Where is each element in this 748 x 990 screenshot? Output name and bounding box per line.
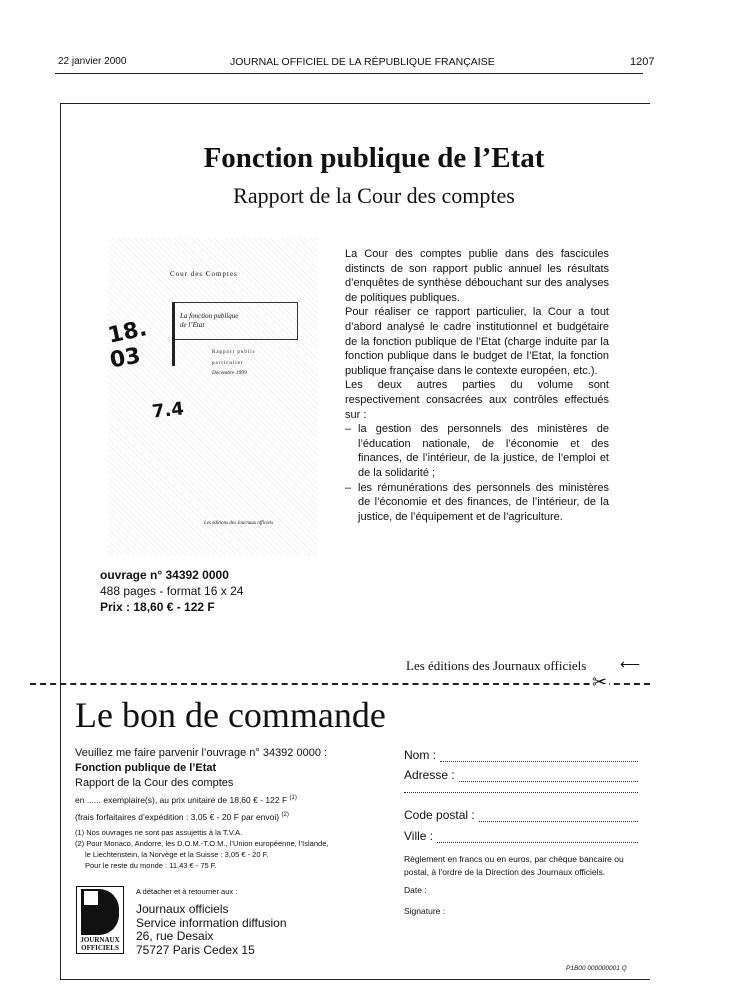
cover-particulier-label: particulier bbox=[212, 361, 244, 366]
logo-j-shape bbox=[81, 889, 119, 935]
payment-terms: Règlement en francs ou en euros, par chèque bancaire ou postal, à l’ordre de la Direction des Journaux officiels. bbox=[404, 854, 624, 877]
order-form-title: Le bon de commande bbox=[75, 695, 386, 735]
header-date: 22 janvier 2000 bbox=[58, 56, 127, 67]
reference-code: P1B00 000000001 Q bbox=[566, 965, 627, 972]
order-line: Rapport de la Cour des comptes bbox=[75, 777, 234, 789]
ouvrage-pages: 488 pages - format 16 x 24 bbox=[100, 584, 244, 598]
header-rule bbox=[55, 73, 643, 74]
header-page-number: 1207 bbox=[630, 56, 655, 68]
ouvrage-price: Prix : 18,60 € - 122 F bbox=[100, 600, 215, 614]
date-label: Date : bbox=[404, 885, 427, 895]
footnote-ref: (2) bbox=[281, 811, 289, 818]
address-line: 75727 Paris Cedex 15 bbox=[136, 943, 255, 958]
list-item: – les rémunérations des personnels des ministères de l’économie et des finances, de l’intérieur, de la justice, de l’équipement et de l’agriculture. bbox=[345, 481, 609, 525]
handwriting-1: 18. bbox=[105, 316, 150, 349]
cover-cour-label: Cour des Comptes bbox=[170, 270, 238, 278]
order-line: Veuillez me faire parvenir l’ouvrage n° 34392 0000 : bbox=[75, 747, 328, 759]
left-arrow-icon: ⟵ bbox=[620, 656, 641, 672]
cover-editions: Les éditions des Journaux officiels bbox=[204, 521, 274, 526]
code-postal-label: Code postal : bbox=[404, 808, 475, 822]
list-item: – la gestion des personnels des ministères de l’éducation nationale, de l’économie et des finances, de l’intérieur, de la justice, de l’emploi et de la solidarité ; bbox=[345, 422, 609, 480]
nom-field[interactable] bbox=[404, 748, 638, 762]
signature-label: Signature : bbox=[404, 906, 446, 916]
logo-text-line1: JOURNAUX bbox=[80, 936, 120, 944]
order-quantity-text: en ...... exemplaire(s), au prix unitaire de 18,60 € - 122 F bbox=[75, 794, 288, 805]
scissors-icon: ✂ bbox=[592, 672, 608, 692]
footnotes bbox=[75, 827, 385, 871]
book-cover-image bbox=[105, 238, 318, 556]
logo-text-line2: OFFICIELS bbox=[81, 944, 119, 952]
description-paragraph: La Cour des comptes publie dans des fascicules distincts de son rapport public annuel les résultats d’enquêtes de synthèse débouchant sur des analyses de politiques publiques. bbox=[345, 248, 609, 304]
ville-label: Ville : bbox=[404, 829, 434, 843]
nom-input-line[interactable] bbox=[440, 752, 638, 762]
handwriting-2: 03 bbox=[108, 343, 143, 374]
code-postal-input-line[interactable] bbox=[479, 812, 638, 822]
address-line: 26, rue Desaix bbox=[136, 929, 214, 944]
adresse-field[interactable] bbox=[404, 768, 638, 782]
cover-rapport-label: Rapport public bbox=[212, 350, 256, 355]
footnote: le Liechtenstein, la Norvège et la Suisse : 3,05 € - 20 F. bbox=[85, 850, 269, 859]
order-shipping-line bbox=[75, 808, 375, 825]
return-label: A détacher et à retourner aux : bbox=[136, 887, 238, 896]
cover-date: Décembre 1999 bbox=[212, 370, 247, 376]
order-text bbox=[75, 746, 375, 825]
address-line: Journaux officiels bbox=[136, 901, 229, 916]
footnote: (2) Pour Monaco, Andorre, les D.O.M.-T.O.M., l’Union européenne, l’Islande, bbox=[75, 839, 329, 848]
order-quantity-line bbox=[75, 791, 375, 808]
cover-title-line1: La fonction publique bbox=[180, 312, 239, 320]
footnote: (1) Nos ouvrages ne sont pas assujettis à la T.V.A. bbox=[75, 828, 243, 837]
description-paragraph: Les deux autres parties du volume sont respectivement consacrées aux contrôles effectués sur : bbox=[345, 379, 609, 421]
handwriting-3: 7.4 bbox=[150, 398, 185, 423]
cover-title-line2: de l’Etat bbox=[180, 321, 205, 329]
header-journal: JOURNAL OFFICIEL DE LA RÉPUBLIQUE FRANÇAISE bbox=[230, 56, 495, 68]
ville-input-line[interactable] bbox=[437, 833, 638, 843]
footnote-ref: (1) bbox=[289, 795, 297, 801]
cut-line bbox=[30, 683, 650, 685]
code-postal-field[interactable] bbox=[404, 808, 638, 822]
order-shipping-text: (frais forfaitaires d’expédition : 3,05 € - 20 F par envoi) bbox=[75, 811, 280, 822]
ouvrage-number: ouvrage n° 34392 0000 bbox=[100, 568, 229, 582]
address-line: Service information diffusion bbox=[136, 915, 287, 930]
adresse-extra-line[interactable] bbox=[404, 792, 638, 793]
description-list bbox=[345, 422, 609, 524]
adresse-label: Adresse : bbox=[404, 768, 455, 782]
editions-label: Les éditions des Journaux officiels bbox=[406, 658, 587, 673]
nom-label: Nom : bbox=[404, 748, 437, 762]
journaux-officiels-logo bbox=[76, 886, 124, 954]
description-paragraph: Pour réaliser ce rapport particulier, la Cour a tout d’abord analysé le cadre institutionnel et budgétaire de la fonction publique de l’Etat (charge induite par la fonction publique dans le budget de l’Etat, la fonction publique française dans le contexte européen, etc.). bbox=[345, 306, 609, 377]
footnote: Pour le reste du monde : 11,43 € - 75 F. bbox=[85, 861, 217, 870]
ville-field[interactable] bbox=[404, 829, 638, 843]
adresse-input-line[interactable] bbox=[459, 772, 638, 782]
ad-subtitle: Rapport de la Cour des comptes bbox=[233, 183, 515, 208]
return-address-block bbox=[136, 885, 287, 958]
ad-title: Fonction publique de l’Etat bbox=[203, 142, 545, 174]
ad-description bbox=[345, 247, 609, 524]
cover-bar bbox=[172, 302, 175, 366]
order-book-title: Fonction publique de l’Etat bbox=[75, 762, 217, 774]
